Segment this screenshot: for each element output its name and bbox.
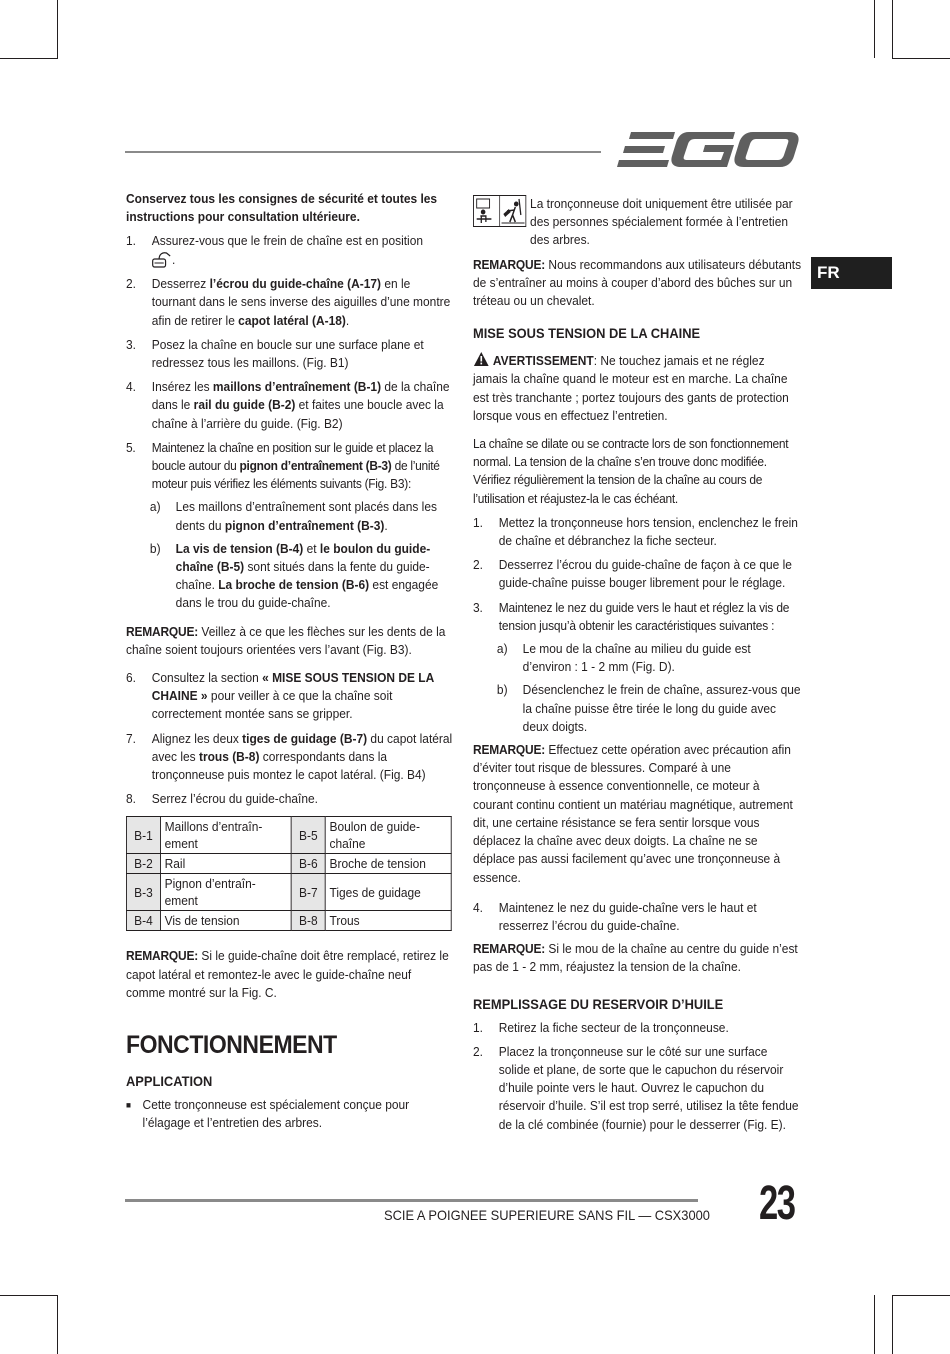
- table-row: B-3 Pignon d’entraîn-ement B-7 Tiges de guidage: [126, 874, 451, 911]
- warning-triangle-icon: [473, 351, 490, 367]
- crop-mark: [892, 1295, 950, 1296]
- list-item: 4. Maintenez le nez du guide-chaîne vers le haut et resserrez l’écrou du guide-chaîne.: [473, 899, 757, 933]
- section-title: FONCTIONNEMENT: [126, 1031, 337, 1060]
- ego-logo: [617, 128, 799, 172]
- subsection-title: REMPLISSAGE DU RESERVOIR D’HUILE: [473, 995, 724, 1012]
- crop-mark: [892, 0, 893, 58]
- intro-note: Conservez tous les consignes de sécurité et toutes les instructions pour consultation ultérieure.: [126, 191, 438, 225]
- right-column: [473, 195, 801, 1134]
- list-item: 5. Maintenez la chaîne en position sur le guide et placez la boucle autour du pignon d’entraînement (B-3) de l’unité moteur puis vérifiez les éléments suivants (Fig. B3):: [126, 439, 440, 492]
- remarque-note: REMARQUE: Si le guide-chaîne doit être remplacé, retirez le capot latéral et remontez-le avec le guide-chaîne neuf comme montré sur la Fig. C.: [126, 948, 449, 1000]
- list-item: ■ Cette tronçonneuse est spécialement conçue pour l’élagage et l’entretien des arbres.: [126, 1097, 410, 1131]
- table-row: B-2 Rail B-6 Broche de tension: [126, 854, 451, 874]
- list-item: 8. Serrez l’écrou du guide-chaîne.: [126, 791, 318, 807]
- training-pictogram: [473, 195, 526, 227]
- list-item: 7. Alignez les deux tiges de guidage (B-7) du capot latéral avec les trous (B-8) correspondants dans la tronçonneuse puis montez le capot latéral. (Fig. B4): [126, 730, 453, 783]
- subsection-title: APPLICATION: [126, 1073, 213, 1090]
- remarque-note: REMARQUE: Si le mou de la chaîne au centre du guide n’est pas de 1 - 2 mm, réajustez la tension de la chaîne.: [473, 941, 798, 975]
- table-row: B-1 Maillons d’entraîn-ement B-5 Boulon de guide-chaîne: [126, 817, 451, 854]
- crop-mark: [892, 58, 950, 59]
- footer-title: SCIE A POIGNEE SUPERIEURE SANS FIL — CSX3000: [384, 1207, 710, 1223]
- left-column: [126, 190, 453, 1132]
- crop-mark: [57, 0, 58, 58]
- crop-mark: [0, 1295, 58, 1296]
- chain-brake-icon: [152, 251, 172, 269]
- list-item: 1. Retirez la fiche secteur de la tronçonneuse.: [473, 1019, 729, 1035]
- training-note: La tronçonneuse doit uniquement être utilisée par des personnes spécialement formée à l’entretien des arbres.: [473, 195, 801, 250]
- sub-item: b) La vis de tension (B-4) et le boulon du guide-chaîne (B-5) sont situés dans la fente du guide-chaîne. La broche de tension (B-6) est engagée dans le trou du guide-chaîne.: [149, 540, 439, 611]
- list-item: 4. Insérez les maillons d’entraînement (B-1) de la chaîne dans le rail du guide (B-2) et faites une boucle avec la chaîne à l’arrière du guide. (Fig. B2): [126, 379, 450, 431]
- table-row: B-4 Vis de tension B-8 Trous: [126, 911, 451, 931]
- remarque-note: REMARQUE: Veillez à ce que les flèches sur les dents de la chaîne soient toujours orientées vers l’avant (Fig. B3).: [126, 623, 446, 657]
- page-number: 23: [759, 1177, 795, 1230]
- list-item: 2. Desserrez l’écrou du guide-chaîne de façon à ce que le guide-chaîne puisse bouger librement pour le réglage.: [473, 557, 792, 591]
- remarque-note: REMARQUE: Effectuez cette opération avec précaution afin d’éviter tout risque de blessures. Comparé à une tronçonneuse à essence conventionnelle, ce moteur à courant continu contient un matériau magnétique, autrement dit, une certaine résistance se fera sentir lorsque vous déplacez la chaîne avec deux doigts. La chaîne ne se déplace pas aussi facilement qu’avec une tronçonneuse à essence.: [473, 742, 793, 885]
- crop-mark: [0, 58, 58, 59]
- subsection-title: MISE SOUS TENSION DE LA CHAINE: [473, 325, 701, 342]
- crop-mark: [892, 1295, 893, 1354]
- remarque-note: REMARQUE: Nous recommandons aux utilisateurs débutants de s’entraîner au moins à couper d’abord des bûches sur un tréteau ou un chevalet.: [473, 256, 802, 309]
- list-item: 3. Maintenez le nez du guide vers le haut et réglez la vis de tension jusqu’à obtenir les caractéristiques suivantes :: [473, 599, 790, 633]
- list-item: 1. Mettez la tronçonneuse hors tension, enclenchez le frein de chaîne et débranchez la fiche secteur.: [473, 514, 798, 549]
- header-rule: [125, 151, 601, 153]
- crop-mark: [874, 0, 875, 58]
- list-item: 3. Posez la chaîne en boucle sur une surface plane et redressez tous les maillons. (Fig. B1): [126, 336, 424, 370]
- language-tab: FR: [811, 257, 892, 289]
- list-item: 2. Desserrez l’écrou du guide-chaîne (A-17) en le tournant dans le sens inverse des aiguilles d’une montre afin de retirer le capot latéral (A-18).: [126, 276, 451, 328]
- sub-item: a) Les maillons d’entraînement sont placés dans les dents du pignon d’entraînement (B-3).: [149, 499, 437, 533]
- footer-rule: [125, 1199, 698, 1202]
- crop-mark: [57, 1295, 58, 1354]
- sub-item: b) Désenclenchez le frein de chaîne, assurez-vous que la chaîne puisse être tirée le long du guide avec deux doigts.: [496, 682, 801, 734]
- warning-note: AVERTISSEMENT: Ne touchez jamais et ne réglez jamais la chaîne quand le moteur est en marche. La chaîne est très tranchante ; portez toujours des gants de protection lorsque vous en effectuez l’entretien.: [473, 353, 789, 423]
- list-item: 1. Assurez-vous que le frein de chaîne est en position .: [126, 232, 453, 269]
- parts-table: [126, 816, 452, 931]
- sub-item: a) Le mou de la chaîne au milieu du guide est d’environ : 1 - 2 mm (Fig. D).: [496, 641, 751, 675]
- crop-mark: [874, 1295, 875, 1354]
- list-item: 2. Placez la tronçonneuse sur le côté sur une surface solide et plane, de sorte que le capuchon du réservoir d’huile pointe vers le haut. Ouvrez le capuchon du réservoir d’huile. S’il est trop serré, utilisez la tête fendue de la clé combinée (fournie) pour le desserrer (Fig. E).: [473, 1043, 799, 1132]
- list-item: 6. Consultez la section « MISE SOUS TENSION DE LA CHAINE » pour veiller à ce que la chaîne soit correctement montée sans se gripper.: [126, 670, 434, 722]
- paragraph: La chaîne se dilate ou se contracte lors de son fonctionnement normal. La tension de la chaîne s’en trouve donc modifiée. Vérifiez régulièrement la tension de la chaîne au cours de l’utilisation et réajustez-la le cas échéant.: [473, 436, 789, 506]
